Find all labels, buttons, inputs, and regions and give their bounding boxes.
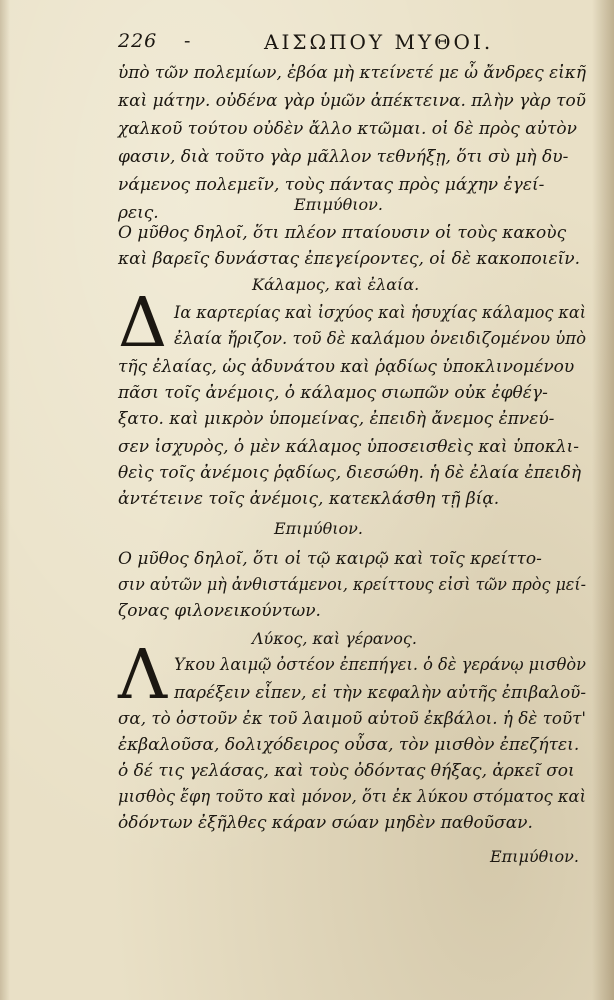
text-line: καὶ μάτην. οὐδένα γὰρ ὑμῶν ἀπέκτεινα. πλὴν γὰρ τοῦ [118,91,586,111]
fable-title: Κάλαμος, καὶ ἐλαία. [252,275,420,294]
page-number: 226 [118,30,158,52]
moral-line: σιν αὐτῶν μὴ ἀνθιστάμενοι, κρείττους εἰσὶ τῶν πρὸς μεί- [118,575,586,595]
text-line: Ια καρτερίας καὶ ἰσχύος καὶ ἡσυχίας κάλαμος καὶ [174,303,587,323]
text-line: φασιν, διὰ τοῦτο γὰρ μᾶλλον τεθνήξῃ, ὅτι σὺ μὴ δυ- [118,147,569,167]
text-line: ρεις. [118,203,159,223]
text-line: πᾶσι τοῖς ἀνέμοις, ὁ κάλαμος σιωπῶν οὐκ ἐφθέγ- [118,383,548,403]
page-edge-shadow [592,0,614,1000]
text-line: ὀδόντων ἐξῆλθες κάραν σώαν μηδὲν παθοῦσαν. [118,813,533,833]
epimythion-heading: Επιμύθιον. [274,519,363,538]
text-line: σα, τὸ ὀστοῦν ἐκ τοῦ λαιμοῦ αὐτοῦ ἐκβάλοι. ἡ δὲ τοῦτ' [118,709,587,729]
text-line: ὁ δέ τις γελάσας, καὶ τοὺς ὀδόντας θήξας, ἀρκεῖ σοι [118,761,575,781]
text-line: ἐκβαλοῦσα, δολιχόδειρος οὖσα, τὸν μισθὸν ἐπεζήτει. [118,735,580,755]
header-dash: - [184,30,191,52]
text-line: νάμενος πολεμεῖν, τοὺς πάντας πρὸς μάχην ἐγεί- [118,175,545,195]
text-line: τῆς ἐλαίας, ὡς ἀδυνάτου καὶ ῥᾳδίως ὑποκλινομένου [118,357,575,377]
text-line: ἐλαία ἤριζον. τοῦ δὲ καλάμου ὀνειδιζομένου ὑπὸ [174,329,586,349]
moral-line: Ο μῦθος δηλοῖ, ὅτι οἱ τῷ καιρῷ καὶ τοῖς κρείττο- [118,549,542,569]
text-line: μισθὸς ἔφη τοῦτο καὶ μόνον, ὅτι ἐκ λύκου στόματος καὶ [118,787,586,807]
text-line: ὑπὸ τῶν πολεμίων, ἐβόα μὴ κτείνετέ με ὦ ἄνδρες εἰκῆ [118,63,586,83]
running-title: ΑΙΣΩΠΟΥ ΜΥΘΟΙ. [264,30,494,54]
running-header [118,28,518,58]
text-line: χαλκοῦ τούτου οὐδὲν ἄλλο κτῶμαι. οἱ δὲ πρὸς αὐτὸν [118,119,577,139]
moral-line: Ο μῦθος δηλοῖ, ὅτι πλέον πταίουσιν οἱ τοὺς κακοὺς [118,223,567,243]
text-line: θεὶς τοῖς ἀνέμοις ῥᾳδίως, διεσώθη. ἡ δὲ ἐλαία ἐπειδὴ [118,463,582,483]
catchword: Επιμύθιον. [490,847,579,866]
moral-line: ζονας φιλονεικούντων. [118,601,321,621]
text-line: σεν ἰσχυρὸς, ὁ μὲν κάλαμος ὑποσεισθεὶς καὶ ὑποκλι- [118,437,580,457]
fable-title: Λύκος, καὶ γέρανος. [252,629,417,648]
epimythion-heading: Επιμύθιον. [294,195,383,214]
drop-capital: Δ [118,284,168,363]
text-line: παρέξειν εἶπεν, εἰ τὴν κεφαλὴν αὐτῆς ἐπιβαλοῦ- [174,683,587,703]
drop-capital: Λ [118,636,168,715]
text-line: ξατο. καὶ μικρὸν ὑπομείνας, ἐπειδὴ ἄνεμος ἐπνεύ- [118,409,555,429]
text-line: Υκου λαιμῷ ὀστέον ἐπεπήγει. ὁ δὲ γεράνῳ μισθὸν [174,655,586,675]
moral-line: καὶ βαρεῖς δυνάστας ἐπεγείροντες, οἱ δὲ κακοποιεῖν. [118,249,580,269]
page-gutter-shadow [0,0,10,1000]
text-line: ἀντέτεινε τοῖς ἀνέμοις, κατεκλάσθη τῇ βίᾳ. [118,489,500,509]
